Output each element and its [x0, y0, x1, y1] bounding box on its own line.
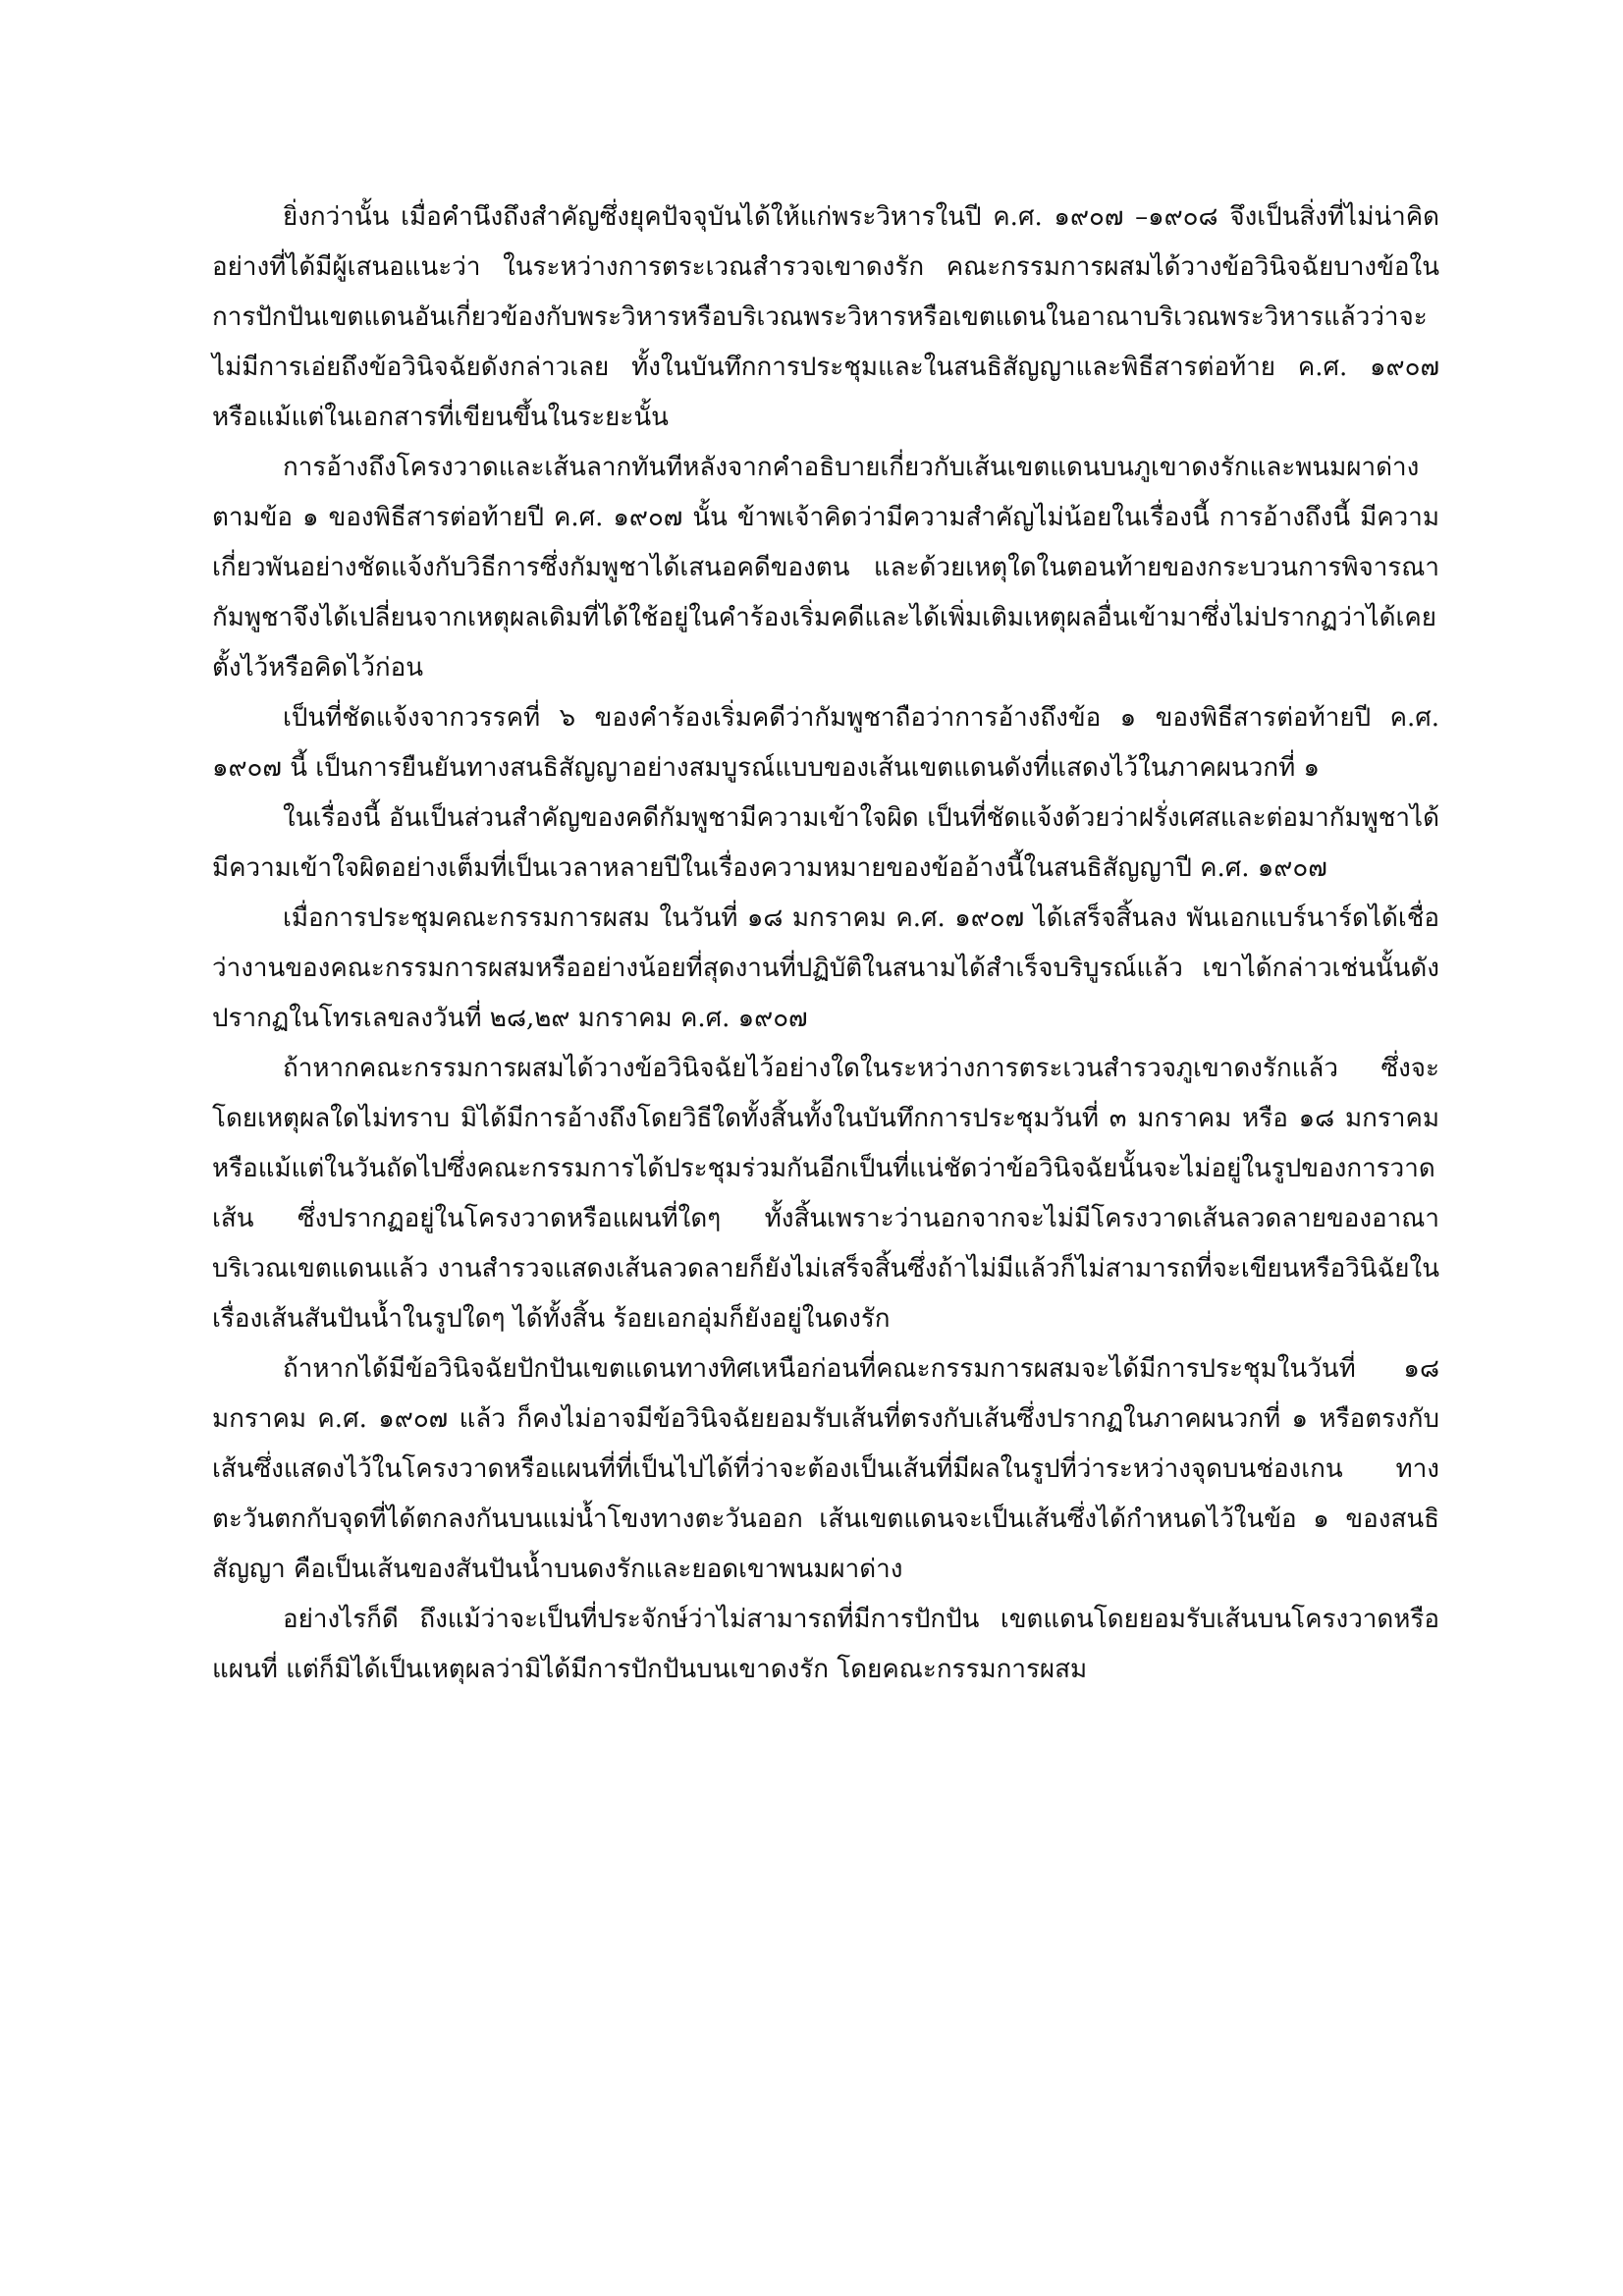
paragraph-2: การอ้างถึงโครงวาดและเส้นลากทันทีหลังจากคำอธิบายเกี่ยวกับเส้นเขตแดนบนภูเขาดงรักและพนมผาด่างตามข้อ ๑ ของพิธีสารต่อท้ายปี ค.ศ. ๑๙๐๗ นั้น ข้าพเจ้าคิดว่ามีความสำคัญไม่น้อยในเรื่องนี้ การอ้างถึงนี้ มีความเกี่ยวพันอย่างชัดแจ้งกับวิธีการซึ่งกัมพูชาได้เสนอคดีของตน และด้วยเหตุใดในตอนท้ายของกระบวนการพิจารณากัมพูชาจึงได้เปลี่ยนจากเหตุผลเดิมที่ได้ใช้อยู่ในคำร้องเริ่มคดีและได้เพิ่มเติมเหตุผลอื่นเข้ามาซึ่งไม่ปรากฏว่าได้เคยตั้งไว้หรือคิดไว้ก่อน	[212, 453, 1439, 683]
paragraph-5: เมื่อการประชุมคณะกรรมการผสม ในวันที่ ๑๘ มกราคม ค.ศ. ๑๙๐๗ ได้เสร็จสิ้นลง พันเอกแบร์นาร์ดได้เชื่อว่างานของคณะกรรมการผสมหรืออย่างน้อยที่สุดงานที่ปฏิบัติในสนามได้สำเร็จบริบูรณ์แล้ว เขาได้กล่าวเช่นนั้นดังปรากฏในโทรเลขลงวันที่ ๒๘,๒๙ มกราคม ค.ศ. ๑๙๐๗	[212, 903, 1439, 1033]
paragraph-4: ในเรื่องนี้ อันเป็นส่วนสำคัญของคดีกัมพูชามีความเข้าใจผิด เป็นที่ชัดแจ้งด้วยว่าฝรั่งเศสและต่อมากัมพูชาได้มีความเข้าใจผิดอย่างเต็มที่เป็นเวลาหลายปีในเรื่องความหมายของข้ออ้างนี้ในสนธิสัญญาปี ค.ศ. ๑๙๐๗	[212, 803, 1439, 883]
document-body	[212, 192, 1439, 1695]
paragraph-6: ถ้าหากคณะกรรมการผสมได้วางข้อวินิจฉัยไว้อย่างใดในระหว่างการตระเวนสำรวจภูเขาดงรักแล้ว ซึ่งจะโดยเหตุผลใดไม่ทราบ มิได้มีการอ้างถึงโดยวิธีใดทั้งสิ้นทั้งในบันทึกการประชุมวันที่ ๓ มกราคม หรือ ๑๘ มกราคม หรือแม้แต่ในวันถัดไปซึ่งคณะกรรมการได้ประชุมร่วมกันอีกเป็นที่แน่ชัดว่าข้อวินิจฉัยนั้นจะไม่อยู่ในรูปของการวาดเส้น ซึ่งปรากฏอยู่ในโครงวาดหรือแผนที่ใดๆ ทั้งสิ้นเพราะว่านอกจากจะไม่มีโครงวาดเส้นลวดลายของอาณาบริเวณเขตแดนแล้ว งานสำรวจแสดงเส้นลวดลายก็ยังไม่เสร็จสิ้นซึ่งถ้าไม่มีแล้วก็ไม่สามารถที่จะเขียนหรือวินิฉัยในเรื่องเส้นสันปันน้ำในรูปใดๆ ได้ทั้งสิ้น ร้อยเอกอุ่มก็ยังอยู่ในดงรัก	[212, 1054, 1439, 1334]
paragraph-3: เป็นที่ชัดแจ้งจากวรรคที่ ๖ ของคำร้องเริ่มคดีว่ากัมพูชาถือว่าการอ้างถึงข้อ ๑ ของพิธีสารต่อท้ายปี ค.ศ. ๑๙๐๗ นี้ เป็นการยืนยันทางสนธิสัญญาอย่างสมบูรณ์แบบของเส้นเขตแดนดังที่แสดงไว้ในภาคผนวกที่ ๑	[212, 703, 1439, 783]
paragraph-1: ยิ่งกว่านั้น เมื่อคำนึงถึงสำคัญซึ่งยุคปัจจุบันได้ให้แก่พระวิหารในปี ค.ศ. ๑๙๐๗ –๑๙๐๘ จึงเป็นสิ่งที่ไม่น่าคิดอย่างที่ได้มีผู้เสนอแนะว่า ในระหว่างการตระเวณสำรวจเขาดงรัก คณะกรรมการผสมได้วางข้อวินิจฉัยบางข้อในการปักปันเขตแดนอันเกี่ยวข้องกับพระวิหารหรือบริเวณพระวิหารหรือเขตแดนในอาณาบริเวณพระวิหารแล้วว่าจะไม่มีการเอ่ยถึงข้อวินิจฉัยดังกล่าวเลย ทั้งในบันทึกการประชุมและในสนธิสัญญาและพิธีสารต่อท้าย ค.ศ. ๑๙๐๗ หรือแม้แต่ในเอกสารที่เขียนขึ้นในระยะนั้น	[212, 202, 1439, 432]
paragraph-7: ถ้าหากได้มีข้อวินิจฉัยปักปันเขตแดนทางทิศเหนือก่อนที่คณะกรรมการผสมจะได้มีการประชุมในวันที่ ๑๘ มกราคม ค.ศ. ๑๙๐๗ แล้ว ก็คงไม่อาจมีข้อวินิจฉัยยอมรับเส้นที่ตรงกับเส้นซึ่งปรากฏในภาคผนวกที่ ๑ หรือตรงกับเส้นซึ่งแสดงไว้ในโครงวาดหรือแผนที่ที่เป็นไปได้ที่ว่าจะต้องเป็นเส้นที่มีผลในรูปที่ว่าระหว่างจุดบนช่องเกน ทางตะวันตกกับจุดที่ได้ตกลงกันบนแม่น้ำโขงทางตะวันออก เส้นเขตแดนจะเป็นเส้นซึ่งได้กำหนดไว้ในข้อ ๑ ของสนธิสัญญา คือเป็นเส้นของสันปันน้ำบนดงรักและยอดเขาพนมผาด่าง	[212, 1354, 1439, 1584]
paragraph-8: อย่างไรก็ดี ถึงแม้ว่าจะเป็นที่ประจักษ์ว่าไม่สามารถที่มีการปักปัน เขตแดนโดยยอมรับเส้นบนโครงวาดหรือแผนที่ แต่ก็มิได้เป็นเหตุผลว่ามิได้มีการปักปันบนเขาดงรัก โดยคณะกรรมการผสม	[212, 1605, 1439, 1684]
